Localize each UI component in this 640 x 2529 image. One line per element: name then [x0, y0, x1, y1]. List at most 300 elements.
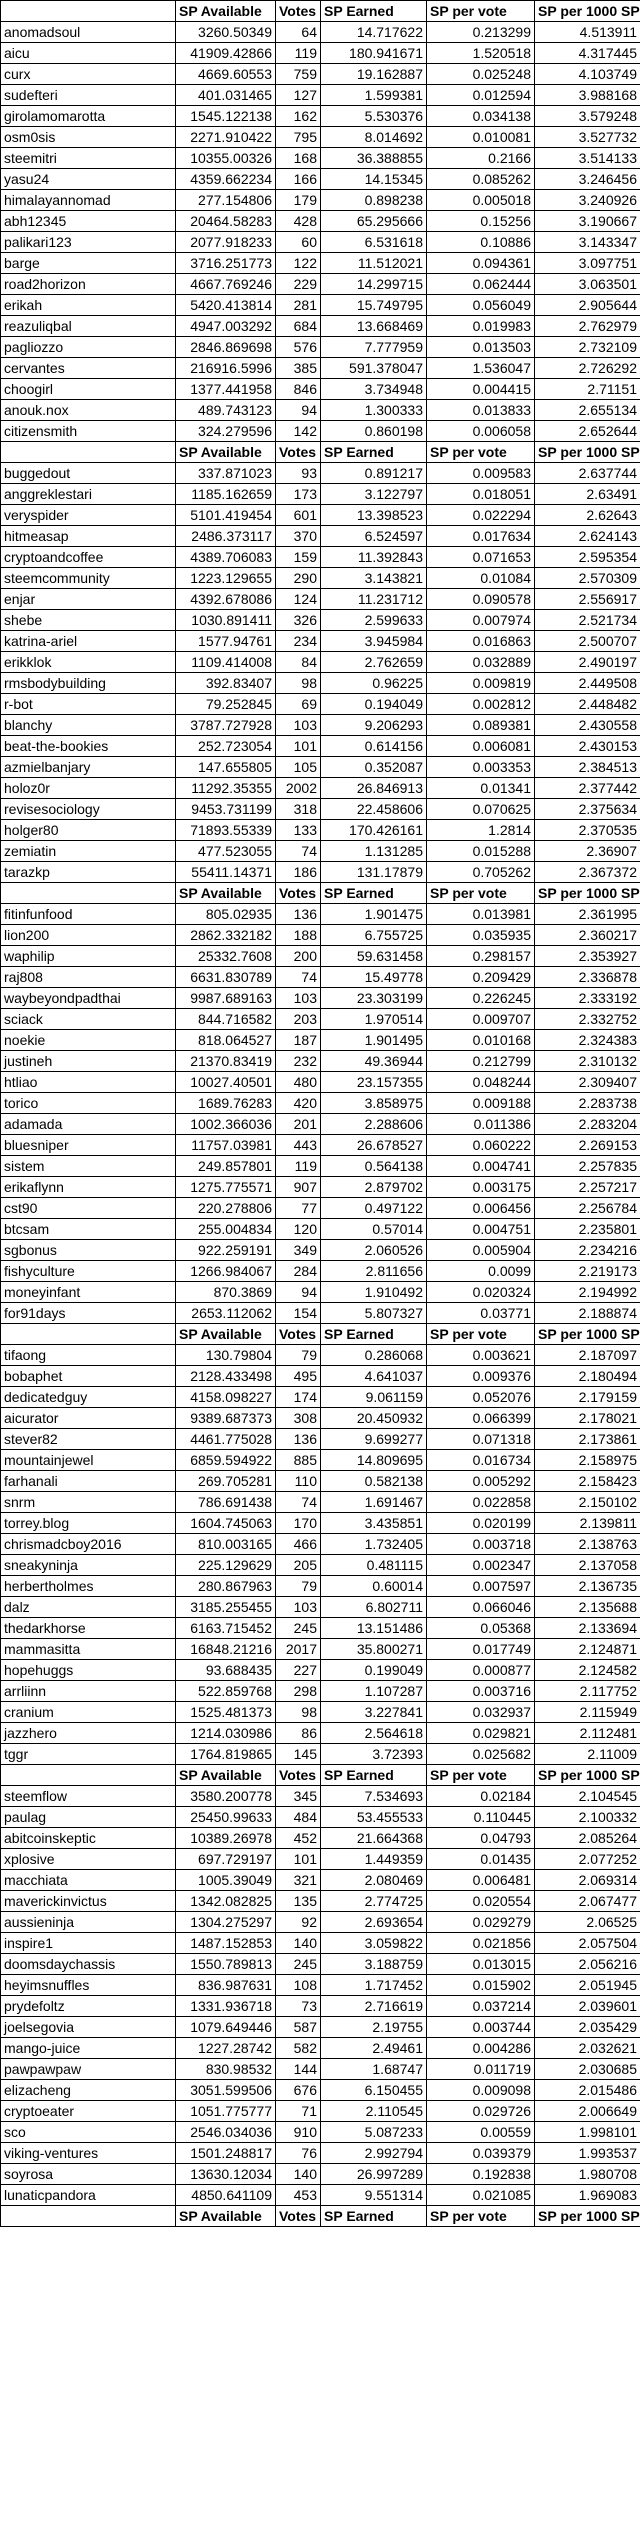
table-row [1, 1702, 640, 1723]
cell-sp-earned: 9.206293 [321, 715, 427, 736]
cell-sp-per-1000: 2.521734 [535, 610, 640, 631]
table-row [1, 1660, 640, 1681]
cell-sp-per-vote: 0.048244 [427, 1072, 535, 1093]
cell-sp-available: 11757.03981 [176, 1135, 276, 1156]
cell-sp-per-vote: 0.034138 [427, 106, 535, 127]
cell-sp-per-vote: 0.066046 [427, 1597, 535, 1618]
cell-votes: 495 [276, 1366, 321, 1387]
table-row [1, 190, 640, 211]
cell-sp-available: 1109.414008 [176, 652, 276, 673]
table-row [1, 1492, 640, 1513]
cell-sp-earned: 3.122797 [321, 484, 427, 505]
header-sp-earned: SP Earned [321, 1765, 427, 1786]
cell-sp-per-1000: 3.240926 [535, 190, 640, 211]
cell-sp-available: 324.279596 [176, 421, 276, 442]
cell-sp-per-vote: 0.006058 [427, 421, 535, 442]
cell-sp-per-vote: 0.020554 [427, 1891, 535, 1912]
cell-sp-per-vote: 0.110445 [427, 1807, 535, 1828]
cell-sp-per-1000: 2.11009 [535, 1744, 640, 1765]
cell-sp-per-1000: 2.283204 [535, 1114, 640, 1135]
header-name [1, 1765, 176, 1786]
cell-sp-per-1000: 2.124582 [535, 1660, 640, 1681]
cell-account: waybeyondpadthai [1, 988, 176, 1009]
cell-sp-per-vote: 0.016734 [427, 1450, 535, 1471]
header-votes: Votes [276, 1765, 321, 1786]
cell-account: elizacheng [1, 2080, 176, 2101]
table-row [1, 1156, 640, 1177]
cell-sp-per-1000: 3.988168 [535, 85, 640, 106]
cell-sp-earned: 1.910492 [321, 1282, 427, 1303]
cell-sp-earned: 3.435851 [321, 1513, 427, 1534]
table-row [1, 400, 640, 421]
cell-sp-available: 6859.594922 [176, 1450, 276, 1471]
cell-sp-per-vote: 0.05368 [427, 1618, 535, 1639]
header-sp-per-1000: SP per 1000 SP [535, 883, 640, 904]
header-sp-per-1000: SP per 1000 SP [535, 442, 640, 463]
header-votes: Votes [276, 1324, 321, 1345]
table-row [1, 1681, 640, 1702]
table-row [1, 1261, 640, 1282]
table-row [1, 1408, 640, 1429]
cell-account: snrm [1, 1492, 176, 1513]
cell-sp-per-1000: 2.309407 [535, 1072, 640, 1093]
table-row [1, 64, 640, 85]
cell-sp-available: 280.867963 [176, 1576, 276, 1597]
cell-votes: 298 [276, 1681, 321, 1702]
table-row [1, 1450, 640, 1471]
cell-sp-per-1000: 2.370535 [535, 820, 640, 841]
table-row [1, 127, 640, 148]
cell-sp-available: 4389.706083 [176, 547, 276, 568]
header-sp-per-vote: SP per vote [427, 442, 535, 463]
header-votes: Votes [276, 883, 321, 904]
cell-sp-earned: 5.087233 [321, 2122, 427, 2143]
cell-sp-per-vote: 0.009098 [427, 2080, 535, 2101]
cell-votes: 349 [276, 1240, 321, 1261]
cell-votes: 245 [276, 1618, 321, 1639]
table-row [1, 631, 640, 652]
cell-sp-per-1000: 2.652644 [535, 421, 640, 442]
table-row [1, 1387, 640, 1408]
cell-sp-per-1000: 3.063501 [535, 274, 640, 295]
cell-sp-available: 55411.14371 [176, 862, 276, 883]
table-row [1, 568, 640, 589]
header-name [1, 883, 176, 904]
cell-sp-available: 4461.775028 [176, 1429, 276, 1450]
cell-sp-per-vote: 0.01435 [427, 1849, 535, 1870]
cell-account: dalz [1, 1597, 176, 1618]
cell-account: azmielbanjary [1, 757, 176, 778]
cell-sp-per-vote: 0.004751 [427, 1219, 535, 1240]
cell-sp-available: 1304.275297 [176, 1912, 276, 1933]
cell-sp-per-vote: 0.009583 [427, 463, 535, 484]
cell-votes: 73 [276, 1996, 321, 2017]
cell-votes: 120 [276, 1219, 321, 1240]
cell-sp-available: 1577.94761 [176, 631, 276, 652]
cell-votes: 84 [276, 652, 321, 673]
cell-account: macchiata [1, 1870, 176, 1891]
table-row [1, 1891, 640, 1912]
cell-sp-per-vote: 0.071653 [427, 547, 535, 568]
cell-account: stever82 [1, 1429, 176, 1450]
cell-sp-per-vote: 0.004286 [427, 2038, 535, 2059]
cell-sp-earned: 2.288606 [321, 1114, 427, 1135]
cell-sp-per-1000: 2.377442 [535, 778, 640, 799]
cell-sp-per-vote: 0.070625 [427, 799, 535, 820]
cell-sp-earned: 26.997289 [321, 2164, 427, 2185]
cell-sp-per-1000: 2.057504 [535, 1933, 640, 1954]
cell-sp-per-vote: 0.005292 [427, 1471, 535, 1492]
cell-votes: 159 [276, 547, 321, 568]
table-row [1, 841, 640, 862]
cell-sp-per-1000: 2.178021 [535, 1408, 640, 1429]
cell-sp-available: 401.031465 [176, 85, 276, 106]
cell-votes: 601 [276, 505, 321, 526]
cell-sp-per-1000: 2.133694 [535, 1618, 640, 1639]
table-row [1, 1807, 640, 1828]
cell-sp-available: 1764.819865 [176, 1744, 276, 1765]
cell-account: inspire1 [1, 1933, 176, 1954]
cell-votes: 345 [276, 1786, 321, 1807]
cell-sp-available: 11292.35355 [176, 778, 276, 799]
header-sp-earned: SP Earned [321, 1, 427, 22]
cell-sp-earned: 21.664368 [321, 1828, 427, 1849]
cell-votes: 326 [276, 610, 321, 631]
cell-sp-earned: 6.802711 [321, 1597, 427, 1618]
table-row [1, 1471, 640, 1492]
table-row [1, 652, 640, 673]
cell-votes: 103 [276, 1597, 321, 1618]
cell-account: aicu [1, 43, 176, 64]
cell-sp-available: 10027.40501 [176, 1072, 276, 1093]
cell-votes: 133 [276, 820, 321, 841]
table-body [1, 22, 640, 2227]
cell-account: barge [1, 253, 176, 274]
header-name [1, 2206, 176, 2227]
cell-account: blanchy [1, 715, 176, 736]
repeated-header-row [1, 1324, 640, 1345]
header-row [1, 1, 640, 22]
cell-sp-available: 2077.918233 [176, 232, 276, 253]
cell-sp-earned: 0.60014 [321, 1576, 427, 1597]
cell-account: citizensmith [1, 421, 176, 442]
cell-sp-earned: 59.631458 [321, 946, 427, 967]
cell-sp-per-vote: 0.039379 [427, 2143, 535, 2164]
cell-votes: 582 [276, 2038, 321, 2059]
cell-sp-available: 522.859768 [176, 1681, 276, 1702]
cell-votes: 127 [276, 85, 321, 106]
cell-sp-available: 20464.58283 [176, 211, 276, 232]
cell-votes: 94 [276, 1282, 321, 1303]
table-row [1, 2059, 640, 2080]
table-row [1, 988, 640, 1009]
cell-sp-per-1000: 2.732109 [535, 337, 640, 358]
cell-sp-per-vote: 0.013833 [427, 400, 535, 421]
table-row [1, 1240, 640, 1261]
cell-account: osm0sis [1, 127, 176, 148]
cell-sp-per-1000: 2.069314 [535, 1870, 640, 1891]
cell-votes: 79 [276, 1345, 321, 1366]
cell-sp-earned: 2.19755 [321, 2017, 427, 2038]
cell-account: himalayannomad [1, 190, 176, 211]
cell-sp-per-1000: 2.283738 [535, 1093, 640, 1114]
cell-sp-per-1000: 2.158423 [535, 1471, 640, 1492]
cell-account: chrismadcboy2016 [1, 1534, 176, 1555]
cell-sp-earned: 0.199049 [321, 1660, 427, 1681]
cell-votes: 308 [276, 1408, 321, 1429]
cell-sp-earned: 3.188759 [321, 1954, 427, 1975]
table-row [1, 1933, 640, 1954]
cell-sp-per-vote: 0.007597 [427, 1576, 535, 1597]
cell-sp-available: 830.98532 [176, 2059, 276, 2080]
cell-sp-per-1000: 2.100332 [535, 1807, 640, 1828]
table-row [1, 358, 640, 379]
cell-votes: 69 [276, 694, 321, 715]
cell-votes: 74 [276, 1492, 321, 1513]
cell-sp-available: 3787.727928 [176, 715, 276, 736]
cell-sp-per-vote: 0.060222 [427, 1135, 535, 1156]
cell-account: aicurator [1, 1408, 176, 1429]
cell-votes: 443 [276, 1135, 321, 1156]
cell-votes: 684 [276, 316, 321, 337]
cell-sp-per-vote: 0.10886 [427, 232, 535, 253]
cell-votes: 79 [276, 1576, 321, 1597]
cell-sp-earned: 36.388855 [321, 148, 427, 169]
cell-votes: 203 [276, 1009, 321, 1030]
cell-sp-per-vote: 0.017749 [427, 1639, 535, 1660]
table-row [1, 22, 640, 43]
cell-account: rmsbodybuilding [1, 673, 176, 694]
table-row [1, 967, 640, 988]
table-row [1, 1618, 640, 1639]
cell-sp-earned: 65.295666 [321, 211, 427, 232]
cell-sp-per-vote: 0.025248 [427, 64, 535, 85]
cell-sp-available: 836.987631 [176, 1975, 276, 1996]
cell-account: paulag [1, 1807, 176, 1828]
header-name [1, 1, 176, 22]
table-row [1, 2164, 640, 2185]
cell-sp-per-vote: 0.15256 [427, 211, 535, 232]
cell-sp-earned: 23.303199 [321, 988, 427, 1009]
cell-sp-available: 130.79804 [176, 1345, 276, 1366]
cell-sp-per-1000: 2.180494 [535, 1366, 640, 1387]
cell-account: tarazkp [1, 862, 176, 883]
cell-votes: 145 [276, 1744, 321, 1765]
cell-account: anouk.nox [1, 400, 176, 421]
cell-votes: 108 [276, 1975, 321, 1996]
cell-votes: 385 [276, 358, 321, 379]
cell-sp-per-vote: 0.011719 [427, 2059, 535, 2080]
cell-sp-earned: 1.717452 [321, 1975, 427, 1996]
cell-sp-per-vote: 0.071318 [427, 1429, 535, 1450]
repeated-header-row [1, 2206, 640, 2227]
cell-votes: 205 [276, 1555, 321, 1576]
cell-sp-per-1000: 2.115949 [535, 1702, 640, 1723]
cell-votes: 162 [276, 106, 321, 127]
cell-sp-per-vote: 0.090578 [427, 589, 535, 610]
cell-sp-per-1000: 2.332752 [535, 1009, 640, 1030]
cell-sp-per-1000: 2.360217 [535, 925, 640, 946]
cell-sp-available: 1525.481373 [176, 1702, 276, 1723]
cell-sp-per-1000: 2.117752 [535, 1681, 640, 1702]
cell-votes: 2002 [276, 778, 321, 799]
cell-sp-earned: 6.150455 [321, 2080, 427, 2101]
cell-sp-per-1000: 3.246456 [535, 169, 640, 190]
cell-sp-earned: 170.426161 [321, 820, 427, 841]
cell-account: xplosive [1, 1849, 176, 1870]
cell-sp-per-vote: 0.066399 [427, 1408, 535, 1429]
cell-sp-earned: 23.157355 [321, 1072, 427, 1093]
cell-account: maverickinvictus [1, 1891, 176, 1912]
cell-sp-available: 1030.891411 [176, 610, 276, 631]
cell-account: palikari123 [1, 232, 176, 253]
cell-sp-per-1000: 2.051945 [535, 1975, 640, 1996]
cell-votes: 676 [276, 2080, 321, 2101]
cell-sp-per-1000: 2.336878 [535, 967, 640, 988]
cell-sp-per-1000: 2.030685 [535, 2059, 640, 2080]
cell-sp-per-1000: 2.015486 [535, 2080, 640, 2101]
cell-votes: 484 [276, 1807, 321, 1828]
table-row [1, 1912, 640, 1933]
cell-sp-per-1000: 2.067477 [535, 1891, 640, 1912]
table-row [1, 232, 640, 253]
cell-account: curx [1, 64, 176, 85]
cell-votes: 480 [276, 1072, 321, 1093]
cell-sp-earned: 22.458606 [321, 799, 427, 820]
cell-sp-available: 71893.55339 [176, 820, 276, 841]
cell-votes: 154 [276, 1303, 321, 1324]
cell-sp-earned: 0.891217 [321, 463, 427, 484]
cell-votes: 60 [276, 232, 321, 253]
cell-sp-earned: 15.49778 [321, 967, 427, 988]
cell-account: tggr [1, 1744, 176, 1765]
header-sp-per-1000: SP per 1000 SP [535, 1765, 640, 1786]
cell-sp-per-vote: 0.003744 [427, 2017, 535, 2038]
cell-sp-per-1000: 2.624143 [535, 526, 640, 547]
cell-account: anggreklestari [1, 484, 176, 505]
table-row [1, 1198, 640, 1219]
cell-account: bobaphet [1, 1366, 176, 1387]
cell-sp-per-1000: 2.62643 [535, 505, 640, 526]
header-sp-available: SP Available [176, 1, 276, 22]
table-row [1, 1744, 640, 1765]
table-row [1, 505, 640, 526]
cell-sp-per-1000: 2.188874 [535, 1303, 640, 1324]
cell-sp-available: 6163.715452 [176, 1618, 276, 1639]
cell-sp-available: 277.154806 [176, 190, 276, 211]
cell-sp-available: 9987.689163 [176, 988, 276, 1009]
cell-sp-available: 4667.769246 [176, 274, 276, 295]
cell-account: holoz0r [1, 778, 176, 799]
cell-sp-per-vote: 0.003621 [427, 1345, 535, 1366]
cell-sp-per-1000: 2.430153 [535, 736, 640, 757]
cell-sp-per-vote: 0.002347 [427, 1555, 535, 1576]
cell-votes: 86 [276, 1723, 321, 1744]
cell-votes: 74 [276, 841, 321, 862]
cell-sp-per-vote: 0.085262 [427, 169, 535, 190]
cell-sp-earned: 1.449359 [321, 1849, 427, 1870]
cell-sp-per-1000: 2.36907 [535, 841, 640, 862]
cell-sp-per-vote: 0.00559 [427, 2122, 535, 2143]
cell-sp-per-1000: 2.726292 [535, 358, 640, 379]
cell-sp-per-1000: 2.324383 [535, 1030, 640, 1051]
cell-sp-per-vote: 0.004415 [427, 379, 535, 400]
table-row [1, 547, 640, 568]
cell-sp-earned: 591.378047 [321, 358, 427, 379]
cell-sp-per-1000: 2.139811 [535, 1513, 640, 1534]
cell-sp-available: 1545.122138 [176, 106, 276, 127]
cell-sp-available: 2546.034036 [176, 2122, 276, 2143]
table-row [1, 1093, 640, 1114]
cell-votes: 576 [276, 337, 321, 358]
table-row [1, 715, 640, 736]
cell-account: beat-the-bookies [1, 736, 176, 757]
cell-sp-earned: 13.151486 [321, 1618, 427, 1639]
cell-sp-earned: 11.392843 [321, 547, 427, 568]
cell-sp-per-vote: 0.005018 [427, 190, 535, 211]
cell-votes: 907 [276, 1177, 321, 1198]
cell-sp-earned: 13.398523 [321, 505, 427, 526]
cell-sp-earned: 53.455533 [321, 1807, 427, 1828]
cell-sp-per-1000: 2.136735 [535, 1576, 640, 1597]
cell-sp-per-vote: 0.013981 [427, 904, 535, 925]
cell-sp-available: 2128.433498 [176, 1366, 276, 1387]
table-row [1, 925, 640, 946]
cell-sp-available: 1487.152853 [176, 1933, 276, 1954]
cell-sp-available: 3185.255455 [176, 1597, 276, 1618]
cell-sp-earned: 1.901475 [321, 904, 427, 925]
cell-sp-per-1000: 2.137058 [535, 1555, 640, 1576]
cell-sp-per-vote: 0.029726 [427, 2101, 535, 2122]
cell-votes: 136 [276, 1429, 321, 1450]
cell-sp-earned: 2.110545 [321, 2101, 427, 2122]
cell-account: htliao [1, 1072, 176, 1093]
cell-votes: 885 [276, 1450, 321, 1471]
cell-sp-per-1000: 3.143347 [535, 232, 640, 253]
cell-sp-earned: 1.300333 [321, 400, 427, 421]
cell-account: enjar [1, 589, 176, 610]
cell-sp-available: 1275.775571 [176, 1177, 276, 1198]
cell-sp-available: 1002.366036 [176, 1114, 276, 1135]
table-row [1, 1051, 640, 1072]
table-row [1, 1954, 640, 1975]
cell-sp-available: 1227.28742 [176, 2038, 276, 2059]
cell-sp-available: 697.729197 [176, 1849, 276, 1870]
cell-sp-earned: 2.599633 [321, 610, 427, 631]
cell-sp-per-vote: 0.003718 [427, 1534, 535, 1555]
table-row [1, 610, 640, 631]
cell-sp-available: 13630.12034 [176, 2164, 276, 2185]
cell-sp-earned: 8.014692 [321, 127, 427, 148]
cell-sp-earned: 2.060526 [321, 1240, 427, 1261]
cell-sp-per-vote: 0.062444 [427, 274, 535, 295]
table-row [1, 736, 640, 757]
cell-sp-earned: 131.17879 [321, 862, 427, 883]
cell-sp-per-vote: 0.032937 [427, 1702, 535, 1723]
cell-sp-per-vote: 0.004741 [427, 1156, 535, 1177]
cell-sp-available: 818.064527 [176, 1030, 276, 1051]
table-row [1, 2101, 640, 2122]
cell-sp-earned: 7.777959 [321, 337, 427, 358]
cell-sp-per-1000: 2.556917 [535, 589, 640, 610]
cell-votes: 179 [276, 190, 321, 211]
cell-account: road2horizon [1, 274, 176, 295]
table-row [1, 1072, 640, 1093]
cell-sp-available: 21370.83419 [176, 1051, 276, 1072]
table-row [1, 1870, 640, 1891]
table-row [1, 169, 640, 190]
cell-account: sistem [1, 1156, 176, 1177]
